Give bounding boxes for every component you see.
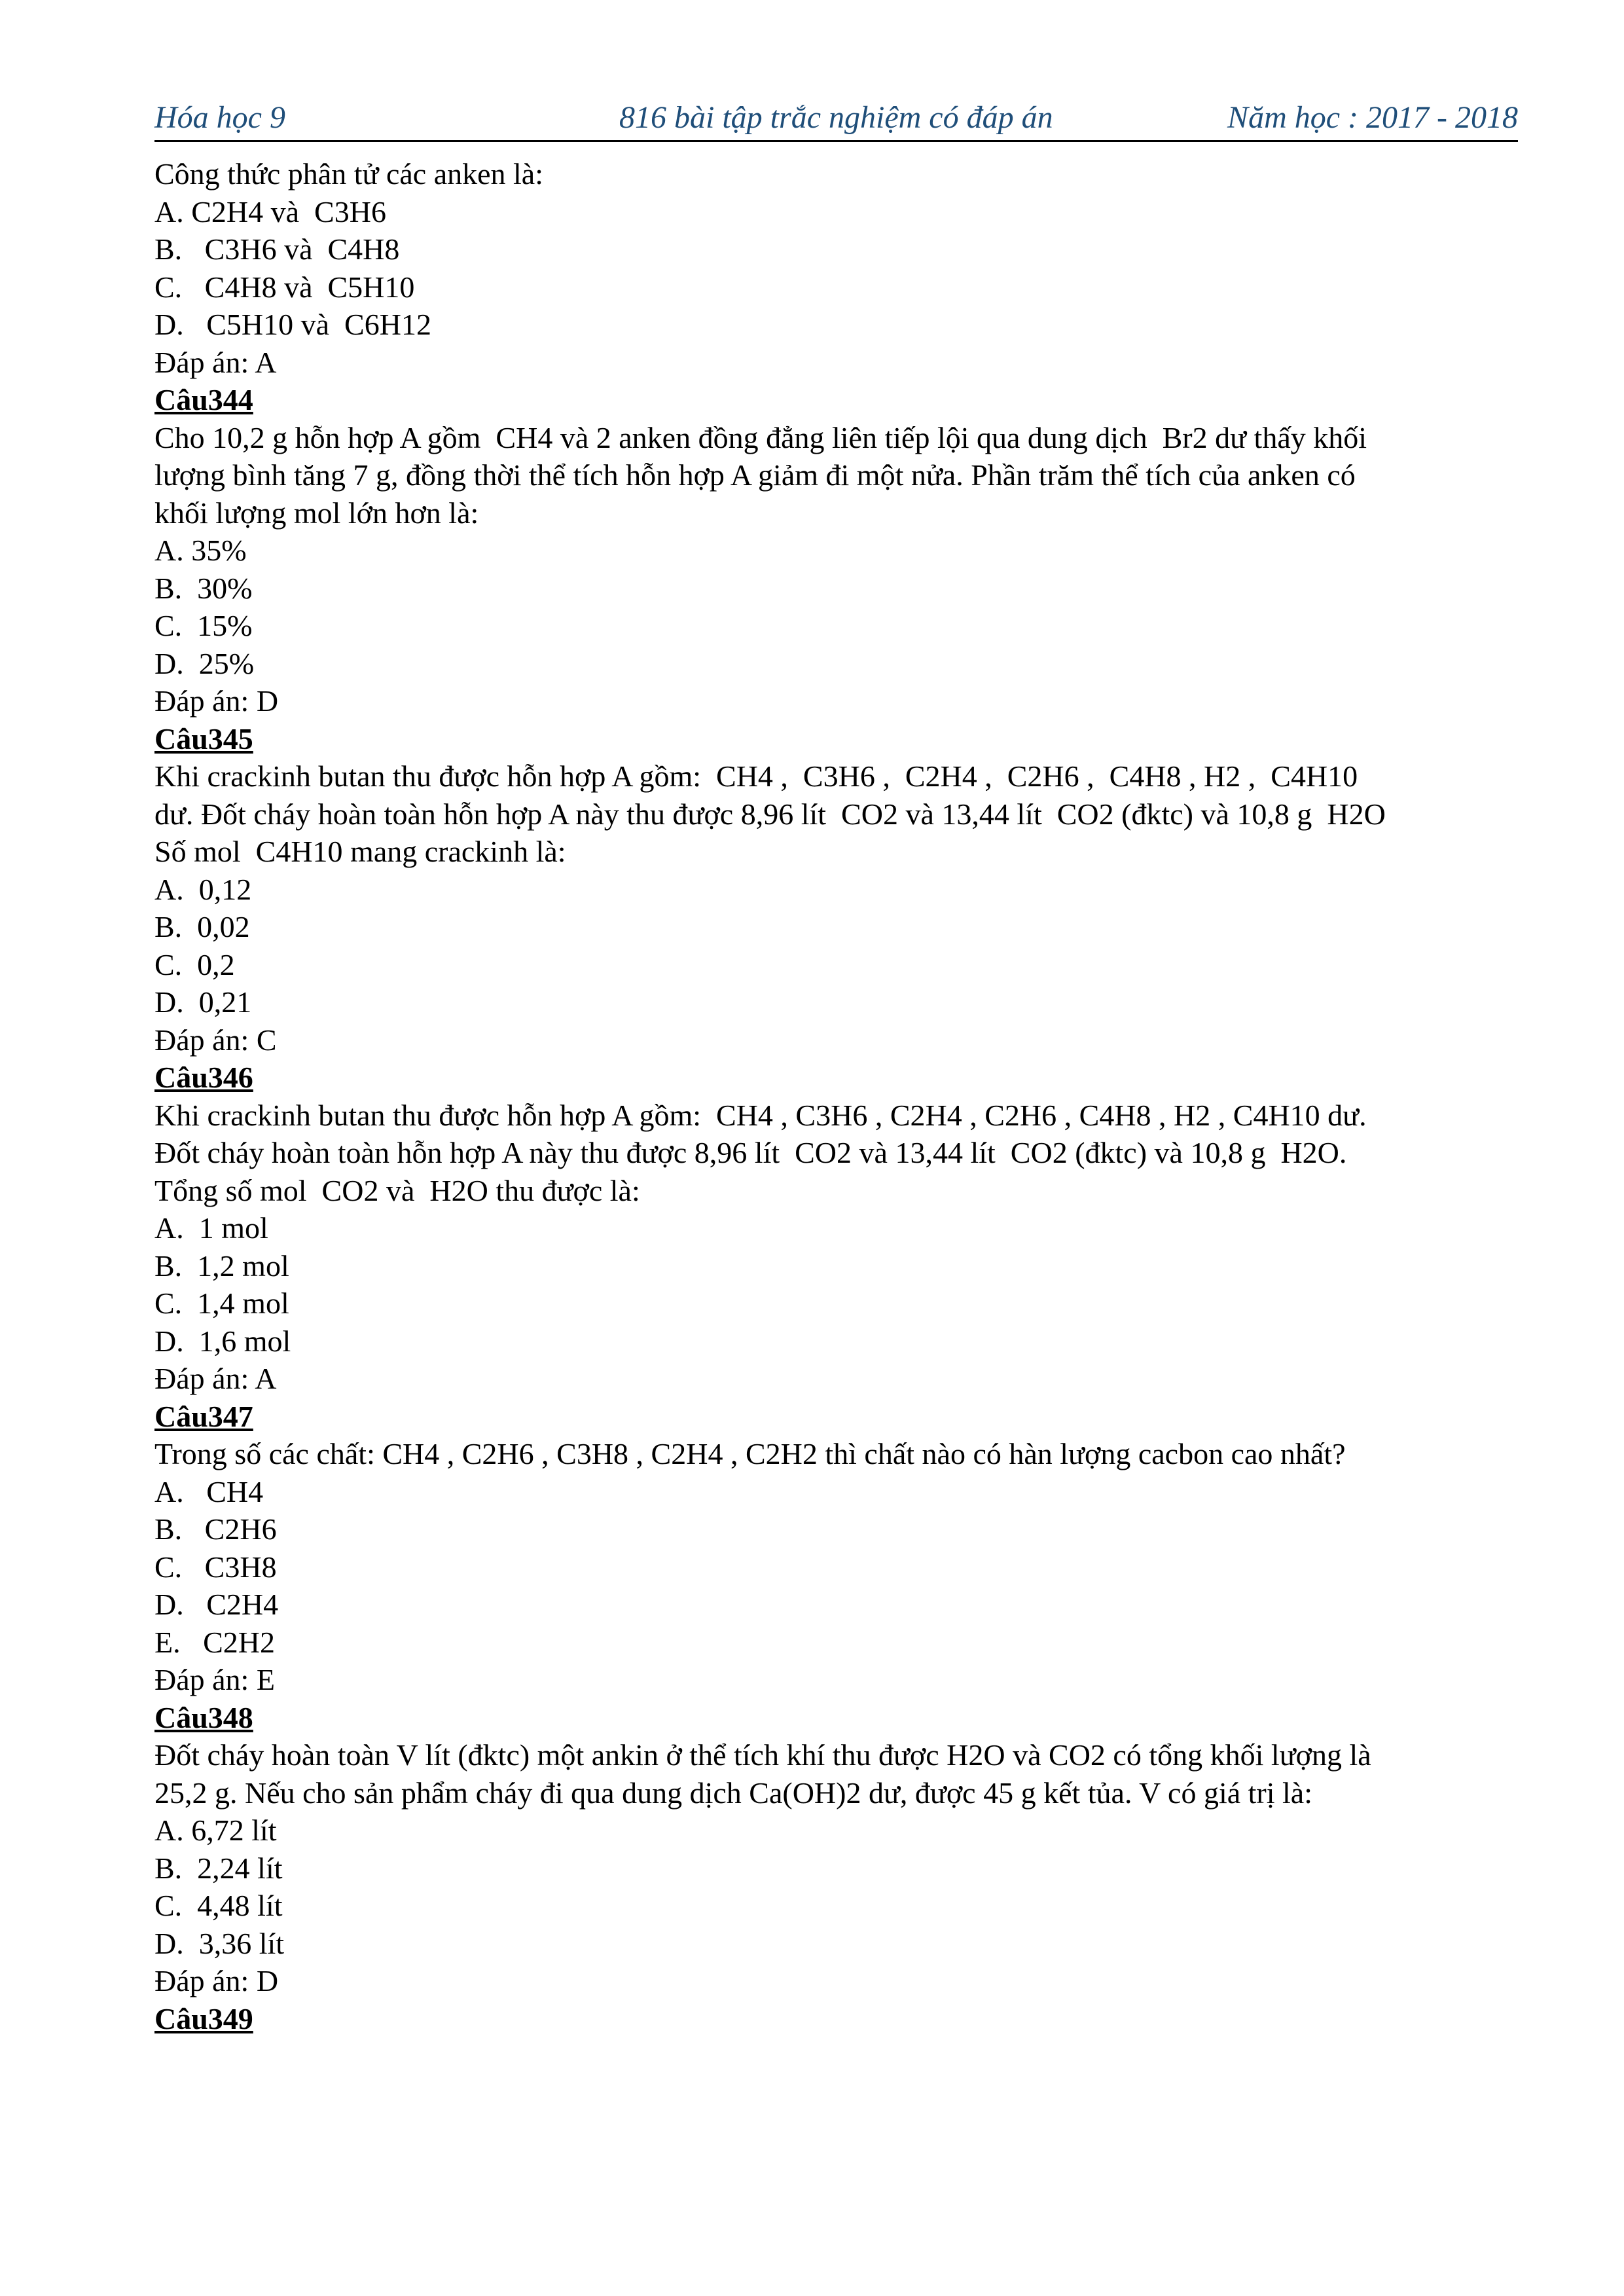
question-stem-line: Cho 10,2 g hỗn hợp A gồm CH4 và 2 anken đồng đẳng liên tiếp lội qua dung dịch Br2 dư thấy khối <box>154 420 1367 454</box>
question-title: Câu348 <box>154 1700 253 1734</box>
page-header <box>154 97 1518 142</box>
question-title: Câu347 <box>154 1399 253 1433</box>
answer-option: E. C2H2 <box>154 1625 275 1659</box>
answer-option: C. 1,4 mol <box>154 1286 289 1320</box>
answer-option: B. 2,24 lít <box>154 1851 283 1885</box>
question-title: Câu344 <box>154 383 253 416</box>
question-stem-line: lượng bình tăng 7 g, đồng thời thể tích hỗn hợp A giảm đi một nửa. Phần trăm thể tích của anken có <box>154 458 1356 492</box>
answer-key: Đáp án: E <box>154 1663 275 1696</box>
question-title: Câu349 <box>154 2001 253 2035</box>
answer-option: D. C2H4 <box>154 1588 279 1621</box>
answer-option: A. CH4 <box>154 1474 264 1508</box>
question-stem-line: Đốt cháy hoàn toàn V lít (đktc) một ankin ở thể tích khí thu được H2O và CO2 có tổng khối lượng là <box>154 1738 1371 1772</box>
answer-option: C. 15% <box>154 609 253 642</box>
answer-option: D. 3,36 lít <box>154 1926 285 1960</box>
question-title: Câu346 <box>154 1061 253 1094</box>
answer-option: C. 4,48 lít <box>154 1889 283 1922</box>
answer-option: C. 0,2 <box>154 947 235 981</box>
question-stem-line: Khi crackinh butan thu được hỗn hợp A gồm: CH4 , C3H6 , C2H4 , C2H6 , C4H8 , H2 , C4H10 <box>154 759 1358 793</box>
answer-key: Đáp án: C <box>154 1023 277 1057</box>
answer-key: Đáp án: A <box>154 1362 277 1395</box>
answer-key: Đáp án: A <box>154 345 277 379</box>
answer-option: B. 0,02 <box>154 910 250 943</box>
document-body <box>154 155 1518 2037</box>
answer-option: B. 30% <box>154 571 253 605</box>
answer-option: C. C3H8 <box>154 1550 277 1584</box>
answer-option: D. 0,21 <box>154 985 252 1019</box>
question-stem-line: Đốt cháy hoàn toàn hỗn hợp A này thu được 8,96 lít CO2 và 13,44 lít CO2 (đktc) và 10,8 g H2O. <box>154 1136 1347 1169</box>
answer-option: B. C3H6 và C4H8 <box>154 232 400 266</box>
answer-option: D. 1,6 mol <box>154 1324 291 1358</box>
header-book-title: 816 bài tập trắc nghiệm có đáp án <box>619 100 1053 135</box>
question-stem-line: Khi crackinh butan thu được hỗn hợp A gồm: CH4 , C3H6 , C2H4 , C2H6 , C4H8 , H2 , C4H10 dư. <box>154 1098 1367 1132</box>
answer-key: Đáp án: D <box>154 684 279 718</box>
question-stem-line: Số mol C4H10 mang crackinh là: <box>154 835 566 868</box>
answer-option: A. 1 mol <box>154 1211 268 1245</box>
answer-option: A. C2H4 và C3H6 <box>154 194 386 228</box>
answer-option: D. C5H10 và C6H12 <box>154 308 431 341</box>
answer-key: Đáp án: D <box>154 1964 279 1997</box>
header-subject: Hóa học 9 <box>154 100 285 135</box>
answer-option: D. 25% <box>154 646 255 680</box>
question-stem-line: Tổng số mol CO2 và H2O thu được là: <box>154 1173 640 1207</box>
question-stem-line: khối lượng mol lớn hơn là: <box>154 496 479 530</box>
question-stem: Công thức phân tử các anken là: <box>154 157 544 191</box>
answer-option: B. 1,2 mol <box>154 1248 289 1283</box>
question-title: Câu345 <box>154 721 253 756</box>
answer-option: A. 6,72 lít <box>154 1813 277 1847</box>
question-stem-line: 25,2 g. Nếu cho sản phẩm cháy đi qua dung dịch Ca(OH)2 dư, được 45 g kết tủa. V có giá trị là: <box>154 1776 1313 1810</box>
answer-option: B. C2H6 <box>154 1512 277 1546</box>
question-stem-line: dư. Đốt cháy hoàn toàn hỗn hợp A này thu được 8,96 lít CO2 và 13,44 lít CO2 (đktc) và 10,8 g H2O <box>154 797 1386 831</box>
question-stem-line: Trong số các chất: CH4 , C2H6 , C3H8 , C2H4 , C2H2 thì chất nào có hàn lượng cacbon cao nhất? <box>154 1437 1346 1470</box>
header-school-year: Năm học : 2017 - 2018 <box>1227 100 1518 135</box>
answer-option: C. C4H8 và C5H10 <box>154 270 415 304</box>
answer-option: A. 0,12 <box>154 872 252 906</box>
answer-option: A. 35% <box>154 534 247 567</box>
